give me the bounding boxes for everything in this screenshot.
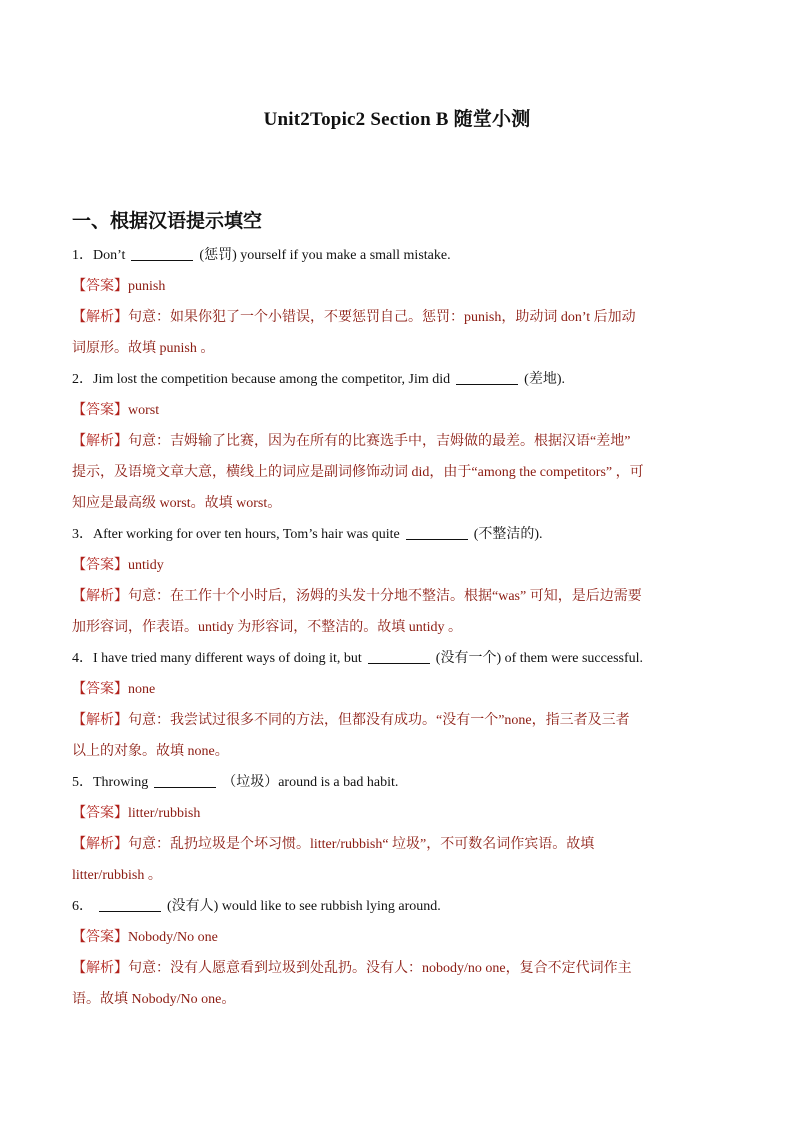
question-text-before: Jim lost the competition because among the competitor, Jim did	[93, 372, 451, 387]
answer-line-6	[72, 922, 722, 953]
answer-value: worst	[128, 403, 160, 418]
explanation-text: 加形容词，作表语。untidy 为形容词，不整洁的。故填 untidy 。	[72, 620, 463, 635]
explanation-line	[72, 829, 722, 860]
explanation-line	[72, 705, 722, 736]
question-5	[72, 767, 722, 798]
explain-tag: 【解析】	[72, 713, 128, 728]
answer-line-2	[72, 395, 722, 426]
explanation-line	[72, 953, 722, 984]
answer-line-5	[72, 798, 722, 829]
page-title: Unit2Topic2 Section B 随堂小测	[263, 109, 531, 130]
explanation-line	[72, 581, 722, 612]
question-number: 4．	[72, 651, 93, 666]
explanation-line	[72, 333, 722, 364]
explanation-text: 句意：我尝试过很多不同的方法，但都没有成功。“没有一个”none，指三者及三者	[128, 713, 630, 728]
answer-tag: 【答案】	[72, 403, 128, 418]
explanation-text: 句意：吉姆输了比赛，因为在所有的比赛选手中，吉姆做的最差。根据汉语“差地”	[128, 434, 631, 449]
question-3	[72, 519, 722, 550]
explanation-text: 提示，及语境文章大意，横线上的词应是副词修饰动词 did，由于“among the competitors” ，可	[72, 465, 644, 480]
explanation-text: 语。故填 Nobody/No one。	[72, 992, 236, 1007]
explanation-line	[72, 302, 722, 333]
explain-tag: 【解析】	[72, 434, 128, 449]
answer-line-1	[72, 271, 722, 302]
answer-value: punish	[128, 279, 166, 294]
explain-tag: 【解析】	[72, 837, 128, 852]
explain-tag: 【解析】	[72, 961, 128, 976]
explanation-text: 句意：没有人愿意看到垃圾到处乱扔。没有人：nobody/no one，复合不定代词作主	[128, 961, 632, 976]
question-text-after: (没有人) would like to see rubbish lying around.	[167, 899, 441, 914]
section-heading: 一、根据汉语提示填空	[72, 210, 263, 232]
explanation-text: 句意：乱扔垃圾是个坏习惯。litter/rubbish“ 垃圾”，不可数名词作宾语。故填	[128, 837, 595, 852]
answer-tag: 【答案】	[72, 279, 128, 294]
answer-tag: 【答案】	[72, 930, 128, 945]
question-4	[72, 643, 722, 674]
answer-line-4	[72, 674, 722, 705]
explanation-line	[72, 426, 722, 457]
explanation-text: litter/rubbish 。	[72, 868, 162, 883]
explanation-text: 句意：如果你犯了一个小错误，不要惩罚自己。惩罚：punish，助动词 don’t 后加动	[128, 310, 636, 325]
question-text-before: Don’t	[93, 248, 126, 263]
answer-blank	[99, 897, 161, 912]
question-number: 2．	[72, 372, 93, 387]
answer-tag: 【答案】	[72, 682, 128, 697]
question-number: 3．	[72, 527, 93, 542]
answer-blank	[368, 649, 430, 664]
question-text-after: (没有一个) of them were successful.	[435, 651, 644, 666]
question-list	[72, 240, 722, 1015]
question-6	[72, 891, 722, 922]
explanation-line	[72, 488, 722, 519]
explanation-text: 词原形。故填 punish 。	[72, 341, 215, 356]
explanation-line	[72, 612, 722, 643]
answer-value: litter/rubbish	[128, 806, 201, 821]
explanation-text: 知应是最高级 worst。故填 worst。	[72, 496, 282, 511]
answer-blank	[131, 246, 193, 261]
answer-tag: 【答案】	[72, 558, 128, 573]
question-number: 5．	[72, 775, 93, 790]
explanation-line	[72, 860, 722, 891]
explanation-line	[72, 736, 722, 767]
explain-tag: 【解析】	[72, 310, 128, 325]
question-number: 1．	[72, 248, 93, 263]
answer-line-3	[72, 550, 722, 581]
question-text-before: I have tried many different ways of doing it, but	[93, 651, 362, 666]
explain-tag: 【解析】	[72, 589, 128, 604]
explanation-line	[72, 457, 722, 488]
answer-tag: 【答案】	[72, 806, 128, 821]
question-number: 6．	[72, 899, 93, 914]
question-text-after: (惩罚) yourself if you make a small mistake.	[199, 248, 451, 263]
answer-value: untidy	[128, 558, 164, 573]
explanation-line	[72, 984, 722, 1015]
explanation-text: 以上的对象。故填 none。	[72, 744, 229, 759]
explanation-text: 句意：在工作十个小时后，汤姆的头发十分地不整洁。根据“was” 可知，是后边需要	[128, 589, 642, 604]
answer-value: Nobody/No one	[128, 930, 218, 945]
question-1	[72, 240, 722, 271]
answer-blank	[154, 773, 216, 788]
question-text-after: (差地).	[524, 372, 565, 387]
answer-blank	[406, 525, 468, 540]
question-text-before: Throwing	[93, 775, 149, 790]
question-text-after: （垃圾）around is a bad habit.	[222, 775, 399, 790]
question-text-before: After working for over ten hours, Tom’s hair was quite	[93, 527, 400, 542]
question-text-after: (不整洁的).	[473, 527, 543, 542]
question-2	[72, 364, 722, 395]
answer-value: none	[128, 682, 156, 697]
answer-blank	[456, 370, 518, 385]
